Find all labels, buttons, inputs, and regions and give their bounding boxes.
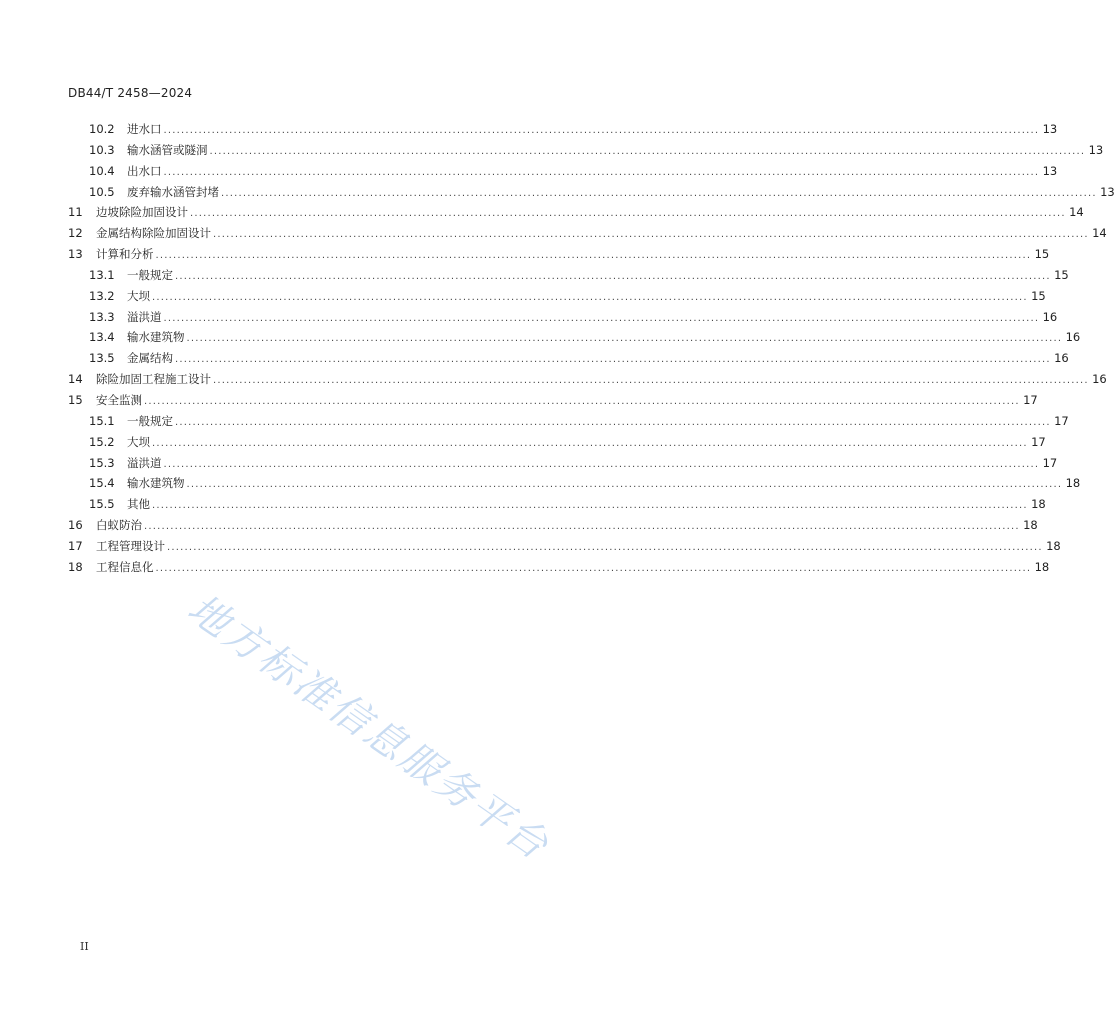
toc-entry[interactable] (68, 223, 1107, 244)
table-of-contents (68, 119, 1115, 578)
toc-dot-leader: ........................................................................................................................................................................................................ (155, 250, 1032, 262)
toc-entry[interactable] (68, 244, 1050, 265)
toc-entry-number: 15.4 (89, 476, 115, 491)
toc-entry-number: 15.1 (89, 413, 115, 428)
toc-entry-number: 15.3 (89, 455, 115, 470)
toc-entry-title: 进水口 (127, 122, 162, 136)
toc-entry[interactable] (68, 182, 1115, 203)
toc-entry-title: 大坝 (127, 288, 150, 303)
toc-entry-number: 17 (68, 538, 83, 553)
toc-entry-page: 17 (1023, 392, 1038, 407)
toc-entry-title: 其他 (127, 497, 150, 512)
toc-entry-title: 一般规定 (127, 267, 173, 282)
toc-dot-leader: ........................................................................................................................................................................................................ (163, 125, 1040, 136)
toc-entry-number: 13.2 (89, 288, 115, 303)
toc-entry-title: 除险加固工程施工设计 (96, 372, 211, 387)
toc-entry-title: 废弃输水涵管封堵 (127, 184, 219, 199)
toc-entry-title: 一般规定 (127, 413, 173, 428)
toc-entry-page: 16 (1092, 372, 1107, 387)
toc-entry-page: 18 (1065, 476, 1081, 491)
toc-entry-number: 10.4 (89, 163, 115, 178)
toc-entry-page: 16 (1054, 351, 1069, 366)
watermark-text: 地方标准信息服务平台 (179, 585, 558, 870)
toc-dot-leader: ........................................................................................................................................................................................................ (213, 229, 1089, 241)
toc-entry-page: 13 (1042, 122, 1058, 136)
toc-entry[interactable] (68, 411, 1069, 432)
toc-dot-leader: ........................................................................................................................................................................................................ (209, 145, 1086, 157)
toc-entry-number: 14 (68, 372, 83, 387)
toc-entry-page: 18 (1046, 538, 1061, 553)
toc-entry-number: 13.3 (89, 309, 115, 324)
toc-entry-page: 18 (1023, 518, 1038, 533)
toc-dot-leader: ........................................................................................................................................................................................................ (213, 375, 1089, 387)
toc-dot-leader: ........................................................................................................................................................................................................ (175, 270, 1051, 282)
toc-entry-page: 18 (1034, 559, 1050, 574)
toc-entry-title: 出水口 (127, 163, 162, 178)
toc-entry-number: 11 (68, 205, 83, 220)
toc-entry-page: 17 (1054, 413, 1069, 428)
toc-dot-leader: ........................................................................................................................................................................................................ (144, 521, 1020, 533)
toc-entry-title: 工程信息化 (96, 559, 154, 574)
toc-entry-number: 15.5 (89, 497, 115, 512)
toc-dot-leader: ........................................................................................................................................................................................................ (155, 562, 1032, 574)
toc-entry-title: 边坡除险加固设计 (96, 205, 188, 220)
toc-entry-number: 15.2 (89, 434, 115, 449)
watermark (175, 575, 605, 875)
toc-dot-leader: ........................................................................................................................................................................................................ (163, 166, 1040, 178)
toc-entry-page: 14 (1069, 205, 1084, 220)
toc-entry-page: 14 (1092, 226, 1107, 241)
toc-entry-title: 大坝 (127, 434, 150, 449)
toc-entry-number: 10.3 (89, 142, 115, 157)
toc-dot-leader: ........................................................................................................................................................................................................ (152, 437, 1028, 449)
toc-entry-title: 溢洪道 (127, 455, 162, 470)
toc-entry-title: 输水涵管或隧洞 (127, 142, 208, 157)
toc-dot-leader: ........................................................................................................................................................................................................ (144, 395, 1020, 407)
toc-entry[interactable] (68, 390, 1038, 411)
toc-entry[interactable] (68, 161, 1058, 182)
toc-entry[interactable] (68, 494, 1046, 515)
toc-dot-leader: ........................................................................................................................................................................................................ (163, 312, 1040, 324)
toc-entry[interactable] (68, 286, 1046, 307)
toc-entry-page: 17 (1031, 434, 1046, 449)
toc-dot-leader: ........................................................................................................................................................................................................ (186, 479, 1063, 491)
toc-entry-page: 15 (1034, 247, 1050, 262)
toc-entry-page: 15 (1054, 267, 1069, 282)
toc-entry-title: 白蚁防治 (96, 518, 142, 533)
toc-entry-number: 13.1 (89, 267, 115, 282)
toc-entry-number: 18 (68, 559, 83, 574)
toc-entry-page: 17 (1042, 455, 1058, 470)
toc-entry[interactable] (68, 536, 1061, 557)
toc-entry-title: 输水建筑物 (127, 330, 185, 345)
toc-entry[interactable] (68, 369, 1107, 390)
toc-entry[interactable] (68, 202, 1084, 223)
toc-dot-leader: ........................................................................................................................................................................................................ (167, 541, 1043, 553)
toc-entry-title: 计算和分析 (96, 247, 154, 262)
toc-entry-title: 金属结构 (127, 351, 173, 366)
toc-entry[interactable] (68, 307, 1058, 328)
toc-entry[interactable] (68, 515, 1038, 536)
toc-entry[interactable] (68, 348, 1069, 369)
toc-dot-leader: ........................................................................................................................................................................................................ (152, 291, 1028, 303)
toc-entry-title: 工程管理设计 (96, 538, 165, 553)
toc-entry[interactable] (68, 453, 1058, 474)
toc-dot-leader: ........................................................................................................................................................................................................ (186, 333, 1063, 345)
toc-dot-leader: ........................................................................................................................................................................................................ (175, 416, 1051, 428)
toc-entry-page: 16 (1042, 309, 1058, 324)
page-number: II (80, 940, 89, 953)
toc-entry-title: 安全监测 (96, 392, 142, 407)
document-code: DB44/T 2458—2024 (68, 86, 193, 100)
toc-entry-page: 16 (1065, 330, 1081, 345)
toc-entry-number: 13.5 (89, 351, 115, 366)
toc-dot-leader: ........................................................................................................................................................................................................ (163, 458, 1040, 470)
toc-entry-number: 13 (68, 247, 83, 262)
toc-entry[interactable] (68, 473, 1081, 494)
toc-entry-number: 10.2 (89, 122, 115, 136)
toc-dot-leader: ........................................................................................................................................................................................................ (221, 187, 1097, 199)
toc-entry[interactable] (68, 327, 1081, 348)
toc-entry-page: 15 (1031, 288, 1046, 303)
toc-entry-page: 13 (1100, 184, 1115, 199)
toc-dot-leader: ........................................................................................................................................................................................................ (152, 500, 1028, 512)
toc-entry[interactable] (68, 119, 1058, 140)
toc-entry-number: 16 (68, 518, 83, 533)
toc-entry-title: 金属结构除险加固设计 (96, 226, 211, 241)
toc-entry-title: 溢洪道 (127, 309, 162, 324)
toc-dot-leader: ........................................................................................................................................................................................................ (190, 208, 1066, 220)
toc-entry-number: 13.4 (89, 330, 115, 345)
toc-entry[interactable] (68, 265, 1069, 286)
toc-entry-number: 12 (68, 226, 83, 241)
toc-entry[interactable] (68, 432, 1046, 453)
toc-entry-page: 13 (1042, 163, 1058, 178)
toc-entry-number: 10.5 (89, 184, 115, 199)
toc-entry[interactable] (68, 140, 1104, 161)
toc-entry-page: 18 (1031, 497, 1046, 512)
toc-entry-page: 13 (1088, 142, 1104, 157)
toc-dot-leader: ........................................................................................................................................................................................................ (175, 354, 1051, 366)
toc-entry-title: 输水建筑物 (127, 476, 185, 491)
toc-entry-number: 15 (68, 392, 83, 407)
toc-entry[interactable] (68, 557, 1050, 578)
